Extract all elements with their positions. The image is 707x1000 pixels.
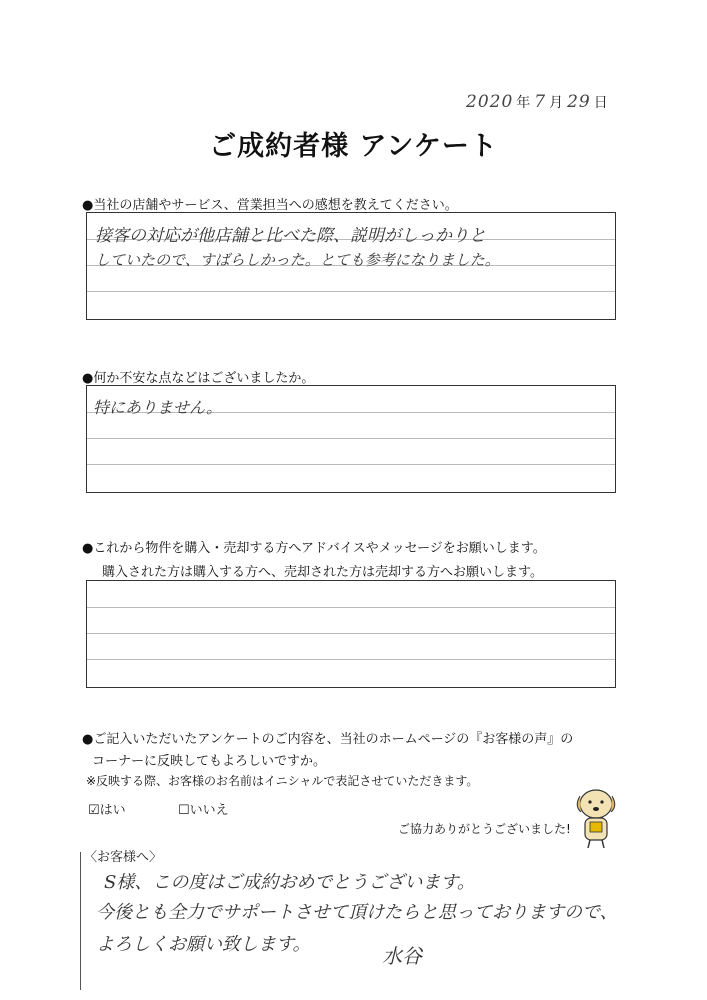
question-2: ●何か不安な点などはございましたか。 (82, 371, 315, 386)
option-no-checkbox[interactable]: ☐いいえ (178, 803, 229, 818)
signature: 水谷 (382, 944, 422, 968)
survey-date (466, 92, 612, 112)
question-4-line-1: ●ご記入いただいたアンケートのご内容を、当社のホームページの『お客様の声』の (82, 732, 574, 747)
answer-1-line-1: 接客の対応が他店舗と比べた際、説明がしっかりと (95, 226, 486, 246)
date-month-unit: 月 (549, 95, 565, 111)
option-yes-checkbox[interactable]: ☑はい (88, 803, 126, 818)
date-day: 29 (567, 92, 591, 112)
answer-2-line-1: 特にありません。 (93, 398, 222, 417)
question-1: ●当社の店舗やサービス、営業担当への感想を教えてください。 (82, 198, 458, 213)
date-month: 7 (534, 92, 547, 112)
customer-label: 〈お客様へ〉 (84, 846, 166, 865)
answer-box-2 (86, 385, 616, 493)
customer-message-line-2: 今後とも全力でサポートさせて頂けたらと思っておりますので、 (96, 902, 618, 923)
customer-message-line-3: よろしくお願い致します。 (96, 934, 311, 955)
date-year-unit: 年 (516, 95, 532, 111)
page-title: ご成約者様 アンケート (209, 131, 498, 162)
question-3-sub: 購入された方は購入する方へ、売却された方は売却する方へお願いします。 (102, 565, 543, 580)
thanks-message: ご協力ありがとうございました! (398, 822, 571, 836)
question-3: ●これから物件を購入・売却する方へアドバイスやメッセージをお願いします。 (82, 541, 546, 556)
answer-box-1 (86, 212, 616, 320)
dog-mascot-icon (568, 780, 624, 850)
answer-box-3 (86, 580, 616, 688)
date-day-unit: 日 (593, 95, 609, 111)
date-year: 2020 (466, 92, 514, 112)
answer-1-line-2: していたので、すばらしかった。とても参考になりました。 (95, 251, 500, 269)
customer-message-line-1: S様、この度はご成約おめでとうございます。 (104, 872, 475, 893)
question-4-line-2: コーナーに反映してもよろしいですか。 (92, 754, 327, 769)
question-4-note: ※反映する際、お客様のお名前はイニシャルで表記させていただきます。 (86, 774, 479, 788)
